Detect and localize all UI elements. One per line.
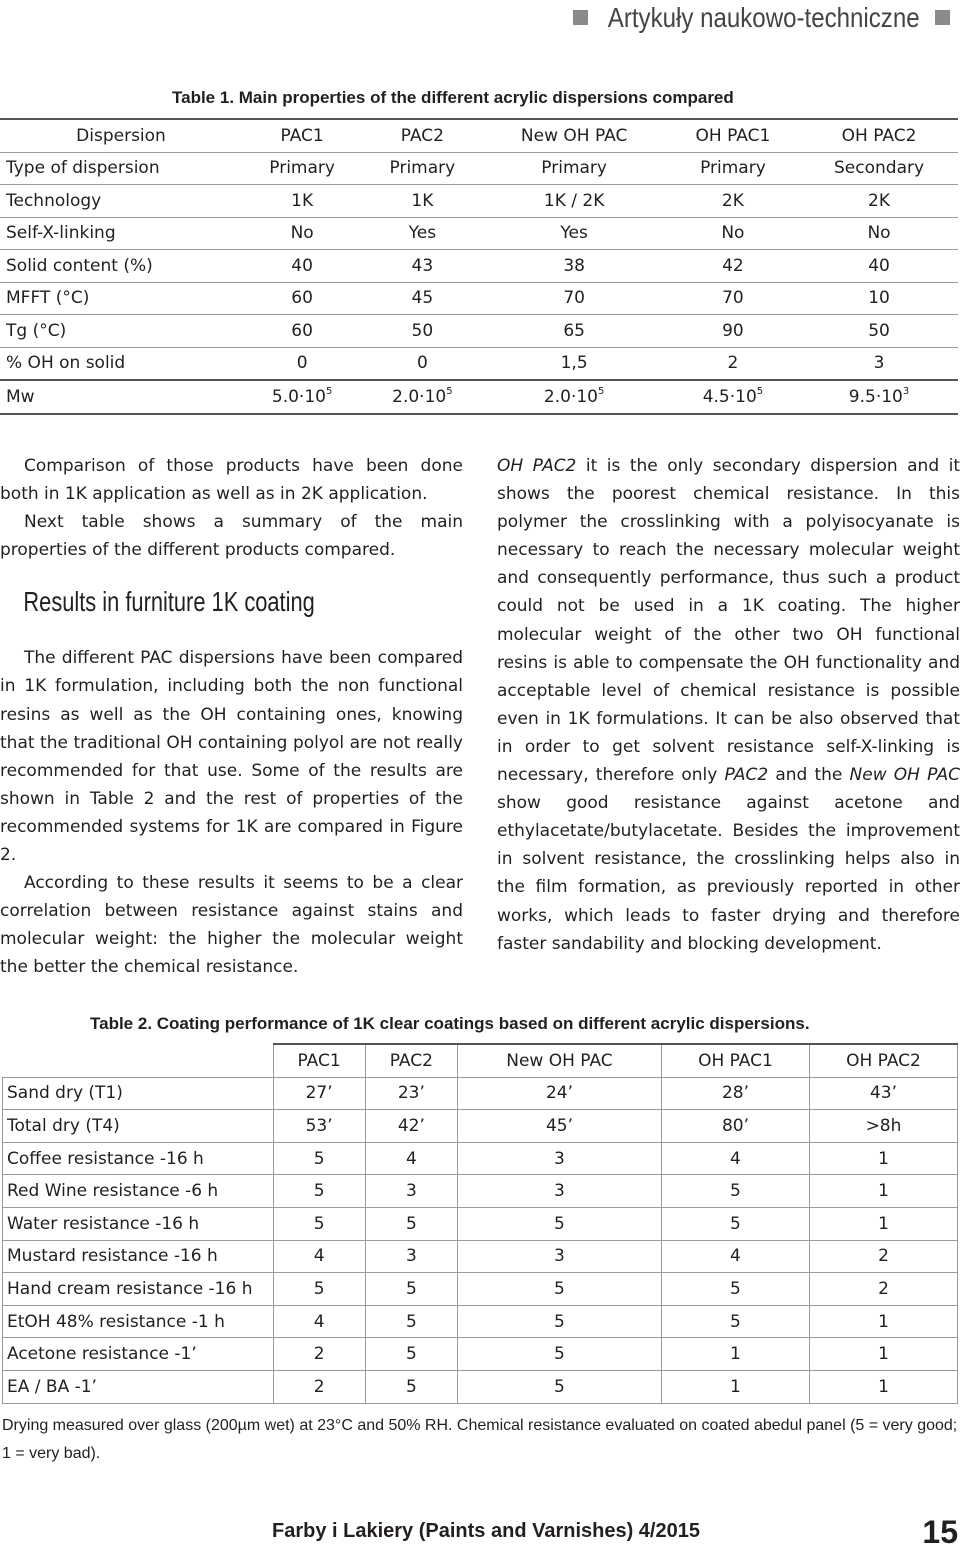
table-cell: 1K xyxy=(362,185,482,218)
table-row xyxy=(3,1240,958,1273)
table-header-cell: PAC1 xyxy=(242,119,362,152)
table-cell: 3 xyxy=(457,1240,661,1273)
table-cell: Primary xyxy=(666,152,800,185)
table-row xyxy=(0,347,958,380)
table-row xyxy=(3,1273,958,1306)
row-label: % OH on solid xyxy=(0,347,242,380)
table-cell: 38 xyxy=(483,250,666,283)
table2-caption: Table 2. Coating performance of 1K clear coatings based on different acrylic dispersions. xyxy=(90,1014,810,1033)
table-cell: 1 xyxy=(661,1370,809,1403)
left-text-column xyxy=(0,452,463,982)
section-title: Artykuły naukowo-techniczne xyxy=(608,2,920,33)
table-cell: 23’ xyxy=(365,1077,457,1110)
table-cell: 0 xyxy=(242,347,362,380)
row-label: Technology xyxy=(0,185,242,218)
table-row xyxy=(3,1110,958,1143)
table-cell: 90 xyxy=(666,315,800,348)
right-text-column xyxy=(497,452,960,958)
square-bullet-icon xyxy=(573,10,588,25)
row-label: Sand dry (T1) xyxy=(3,1077,274,1110)
table-row xyxy=(0,250,958,283)
table-cell: 1 xyxy=(809,1370,957,1403)
table-row xyxy=(3,1305,958,1338)
table-cell: 3 xyxy=(800,347,958,380)
table-header-row xyxy=(3,1044,958,1077)
table-cell: 5 xyxy=(365,1207,457,1240)
table-cell: 2K xyxy=(666,185,800,218)
paragraph: The different PAC dispersions have been compared in 1K formulation, including both the non functional resins as well as the OH containing ones, knowing that the traditional OH containing polyol are not really recommended for that use. Some of the results are shown in Table 2 and the rest of properties of the recommended systems for 1K are compared in Figure 2. xyxy=(0,648,463,866)
journal-footer: Farby i Lakiery (Paints and Varnishes) 4/2015 xyxy=(272,1520,700,1542)
table-cell: 3 xyxy=(365,1175,457,1208)
table-cell: 28’ xyxy=(661,1077,809,1110)
table-cell: 5 xyxy=(457,1273,661,1306)
table-cell: 40 xyxy=(800,250,958,283)
row-label: EA / BA -1’ xyxy=(3,1370,274,1403)
table-header-cell: PAC2 xyxy=(362,119,482,152)
table-row xyxy=(0,315,958,348)
table-cell: 5 xyxy=(661,1175,809,1208)
table-cell: 50 xyxy=(800,315,958,348)
table-cell: 43’ xyxy=(809,1077,957,1110)
table2 xyxy=(2,1043,958,1404)
table-header-row xyxy=(0,119,958,152)
table-cell: $2.0\cdot 10^5$ xyxy=(483,380,666,414)
table-cell: 70 xyxy=(666,282,800,315)
paragraph: According to these results it seems to be a clear correlation between resistance against stains and molecular weight: the higher the molecular weight the better the chemical resistance. xyxy=(0,873,463,978)
table-cell: 1K / 2K xyxy=(483,185,666,218)
row-label: Red Wine resistance -6 h xyxy=(3,1175,274,1208)
table-cell: Secondary xyxy=(800,152,958,185)
page-number: 15 xyxy=(922,1514,958,1550)
table-cell: Primary xyxy=(483,152,666,185)
row-label: Total dry (T4) xyxy=(3,1110,274,1143)
row-label: Solid content (%) xyxy=(0,250,242,283)
table1 xyxy=(0,118,958,415)
table-cell: 2 xyxy=(809,1240,957,1273)
table-cell: No xyxy=(242,217,362,250)
table-cell: 2 xyxy=(273,1370,365,1403)
table-cell: 4 xyxy=(273,1240,365,1273)
table-cell: 50 xyxy=(362,315,482,348)
table-cell: Primary xyxy=(362,152,482,185)
table-cell: 60 xyxy=(242,282,362,315)
table-cell: 5 xyxy=(661,1207,809,1240)
square-bullet-icon xyxy=(935,10,950,25)
table-cell: 4 xyxy=(273,1305,365,1338)
table-cell: 3 xyxy=(365,1240,457,1273)
table-cell: 1 xyxy=(809,1175,957,1208)
table1-caption: Table 1. Main properties of the different acrylic dispersions compared xyxy=(172,88,734,107)
paragraph: Next table shows a summary of the main properties of the different products compared. xyxy=(0,512,463,561)
table-cell: 4 xyxy=(365,1142,457,1175)
table-row xyxy=(3,1175,958,1208)
table-cell: 2K xyxy=(800,185,958,218)
table-cell: 2 xyxy=(666,347,800,380)
table-cell: 5 xyxy=(661,1273,809,1306)
row-label: Tg (°C) xyxy=(0,315,242,348)
table-cell: 5 xyxy=(457,1370,661,1403)
table-cell: >8h xyxy=(809,1110,957,1143)
table-row xyxy=(3,1370,958,1403)
table-cell: 80’ xyxy=(661,1110,809,1143)
table-cell: 53’ xyxy=(273,1110,365,1143)
table-cell: 5 xyxy=(457,1338,661,1371)
table-row xyxy=(0,152,958,185)
table-cell: Yes xyxy=(362,217,482,250)
table-cell: 2 xyxy=(809,1273,957,1306)
table-cell: 10 xyxy=(800,282,958,315)
row-label: Type of dispersion xyxy=(0,152,242,185)
table-cell: $5.0\cdot 10^5$ xyxy=(242,380,362,414)
table-cell: 5 xyxy=(457,1305,661,1338)
row-label: Hand cream resistance -16 h xyxy=(3,1273,274,1306)
table-header-cell xyxy=(3,1044,274,1077)
table-cell: 40 xyxy=(242,250,362,283)
table-header-cell: PAC1 xyxy=(273,1044,365,1077)
row-label: MFFT (°C) xyxy=(0,282,242,315)
table-header-cell: OH PAC1 xyxy=(666,119,800,152)
row-label: EtOH 48% resistance -1 h xyxy=(3,1305,274,1338)
table2-footnote: Drying measured over glass (200µm wet) at 23°C and 50% RH. Chemical resistance evaluated on coated abedul panel (5 = very good; 1 = very bad). xyxy=(2,1417,958,1462)
table-cell: 5 xyxy=(365,1338,457,1371)
table-cell: 5 xyxy=(365,1273,457,1306)
table-cell: 27’ xyxy=(273,1077,365,1110)
table-header-cell: OH PAC2 xyxy=(809,1044,957,1077)
row-label: Water resistance -16 h xyxy=(3,1207,274,1240)
table-cell: 5 xyxy=(365,1370,457,1403)
table-cell: 1 xyxy=(809,1338,957,1371)
table-header-cell: New OH PAC xyxy=(457,1044,661,1077)
table-cell: 5 xyxy=(273,1142,365,1175)
table-cell: $2.0\cdot 10^5$ xyxy=(362,380,482,414)
table-cell: 1 xyxy=(809,1207,957,1240)
table-cell: 65 xyxy=(483,315,666,348)
table-cell: No xyxy=(666,217,800,250)
table-cell: 70 xyxy=(483,282,666,315)
table-cell: 5 xyxy=(457,1207,661,1240)
table-cell: 1K xyxy=(242,185,362,218)
table-cell: 24’ xyxy=(457,1077,661,1110)
table-header-cell: OH PAC2 xyxy=(800,119,958,152)
table-cell: Yes xyxy=(483,217,666,250)
table-cell: 43 xyxy=(362,250,482,283)
row-label: Self-X-linking xyxy=(0,217,242,250)
table-cell: Primary xyxy=(242,152,362,185)
row-label: Acetone resistance -1’ xyxy=(3,1338,274,1371)
table-cell: $9.5\cdot 10^3$ xyxy=(800,380,958,414)
table-cell: 4 xyxy=(661,1142,809,1175)
table-cell: 1,5 xyxy=(483,347,666,380)
table-cell: 42’ xyxy=(365,1110,457,1143)
table-cell: 5 xyxy=(273,1207,365,1240)
paragraph: Comparison of those products have been done both in 1K application as well as in 2K application. xyxy=(0,456,463,505)
table-cell: 45 xyxy=(362,282,482,315)
table-row xyxy=(3,1338,958,1371)
table-row xyxy=(3,1207,958,1240)
table-cell: 3 xyxy=(457,1175,661,1208)
paragraph: OH PAC2 it is the only secondary dispersion and it shows the poorest chemical resistance. In this polymer the crosslinking with a polyisocyanate is necessary to reach the necessary molecular weight and consequently performance, thus such a product could not be used in a 1K coating. The higher molecular weight of the other two OH functional resins is able to compensate the OH functionality and acceptable level of chemical resistance is possible even in 1K formulations. It can be also observed that in order to get solvent resistance self-X-linking is necessary, therefore only PAC2 and the New OH PAC show good resistance against acetone and ethylacetate/butylacetate. Besides the improvement in solvent resistance, the crosslinking helps also in the film formation, as previously reported in other works, which leads to faster drying and therefore faster sandability and blocking development. xyxy=(497,456,960,954)
table-row xyxy=(0,217,958,250)
table-cell: No xyxy=(800,217,958,250)
table-cell: 60 xyxy=(242,315,362,348)
row-label: Mw xyxy=(0,380,242,414)
table-row xyxy=(3,1142,958,1175)
table-cell: 5 xyxy=(273,1175,365,1208)
table-cell: $4.5\cdot 10^5$ xyxy=(666,380,800,414)
table-header-cell: PAC2 xyxy=(365,1044,457,1077)
table-row xyxy=(0,282,958,315)
table-cell: 0 xyxy=(362,347,482,380)
table-cell: 1 xyxy=(809,1142,957,1175)
table-cell: 5 xyxy=(661,1305,809,1338)
table-header-cell: New OH PAC xyxy=(483,119,666,152)
table-cell: 1 xyxy=(809,1305,957,1338)
table-cell: 4 xyxy=(661,1240,809,1273)
section-heading: Results in furniture 1K coating xyxy=(23,586,315,618)
page-header xyxy=(360,0,960,40)
table-row xyxy=(0,185,958,218)
table-cell: 5 xyxy=(365,1305,457,1338)
table-cell: 42 xyxy=(666,250,800,283)
table-cell: 2 xyxy=(273,1338,365,1371)
row-label: Coffee resistance -16 h xyxy=(3,1142,274,1175)
table-cell: 5 xyxy=(273,1273,365,1306)
table-cell: 45’ xyxy=(457,1110,661,1143)
table-header-cell: Dispersion xyxy=(0,119,242,152)
table-header-cell: OH PAC1 xyxy=(661,1044,809,1077)
table-cell: 1 xyxy=(661,1338,809,1371)
table-row xyxy=(0,380,958,414)
table-cell: 3 xyxy=(457,1142,661,1175)
row-label: Mustard resistance -16 h xyxy=(3,1240,274,1273)
table-row xyxy=(3,1077,958,1110)
